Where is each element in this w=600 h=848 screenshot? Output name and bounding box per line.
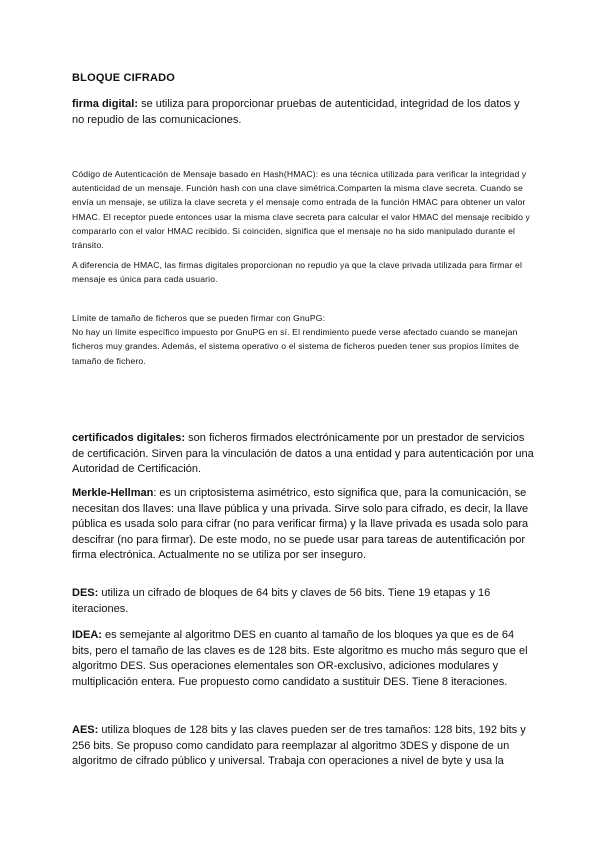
gnupg-title: Límite de tamaño de ficheros que se pueden firmar con GnuPG:	[72, 313, 326, 323]
certificados-text: son ficheros firmados electrónicamente por un prestador de servicios de certificación. Sirven para la vinculación de datos a una entidad y para autenticación por una Autoridad de Certificación.	[72, 432, 534, 475]
aes-paragraph	[72, 723, 534, 770]
gnupg-text: No hay un límite específico impuesto por GnuPG en sí. El rendimiento puede verse afectado cuando se manejan ficheros muy grandes. Además, el sistema operativo o el sistema de ficheros pueden tener sus propios límites de tamaño de fichero.	[72, 327, 520, 366]
des-term: DES:	[72, 587, 99, 599]
firma-term: firma digital:	[72, 98, 139, 110]
des-text: utiliza un cifrado de bloques de 64 bits y claves de 56 bits. Tiene 19 etapas y 16 iteraciones.	[72, 587, 491, 615]
aes-term: AES:	[72, 724, 99, 736]
merkle-paragraph	[72, 486, 534, 564]
idea-paragraph	[72, 628, 534, 690]
idea-text: es semejante al algoritmo DES en cuanto al tamaño de los bloques ya que es de 64 bits, pero el tamaño de las claves es de 128 bits. Este algoritmo es mucho más seguro que el algoritmo DES. Sus operaciones elementales son OR-exclusivo, adiciones modulares y multiplicación entera. Fue propuesto como candidato a sustituir DES. Tiene 8 iteraciones.	[72, 629, 528, 688]
hmac-diff-paragraph: A diferencia de HMAC, las firmas digitales proporcionan no repudio ya que la clave privada utilizada para firmar el mensaje es única para cada usuario.	[72, 260, 523, 285]
firma-paragraph	[72, 97, 534, 128]
des-paragraph	[72, 586, 534, 617]
document-title: BLOQUE CIFRADO	[72, 72, 176, 84]
hmac-paragraph: Código de Autenticación de Mensaje basado en Hash(HMAC): es una técnica utilizada para verificar la integridad y autenticidad de un mensaje. Función hash con una clave simétrica.Comparten la misma clave secreta. Cuando se envía un mensaje, se utiliza la clave secreta y el mensaje como entrada de la función HMAC para obtener un valor HMAC. El receptor puede entonces usar la misma clave secreta para calcular el valor HMAC del mensaje recibido y compararlo con el valor HMAC recibido. Si coinciden, significa que el mensaje no ha sido manipulado durante el tránsito.	[72, 169, 530, 251]
idea-term: IDEA:	[72, 629, 102, 641]
certificados-paragraph	[72, 431, 534, 478]
merkle-text: : es un criptosistema asimétrico, esto significa que, para la comunicación, se necesitan dos llaves: una llave pública y una privada. Sirve solo para cifrado, es decir, la llave pública es usada solo para cifrar (no para verificar firma) y la llave privada es usada solo para descifrar (no para firmar). De este modo, no se puede usar para tareas de autentificación por firma electrónica. Actualmente no se utiliza por ser inseguro.	[72, 487, 529, 561]
aes-text: utiliza bloques de 128 bits y las claves pueden ser de tres tamaños: 128 bits, 192 bits y 256 bits. Se propuso como candidato para reemplazar al algoritmo 3DES y dispone de un algoritmo de cifrado público y universal. Trabaja con operaciones a nivel de byte y usa la	[72, 724, 526, 767]
merkle-term: Merkle-Hellman	[72, 487, 154, 499]
firma-text: se utiliza para proporcionar pruebas de autenticidad, integridad de los datos y no repudio de las comunicaciones.	[72, 98, 520, 126]
gnupg-section	[72, 311, 534, 368]
certificados-term: certificados digitales:	[72, 432, 186, 444]
